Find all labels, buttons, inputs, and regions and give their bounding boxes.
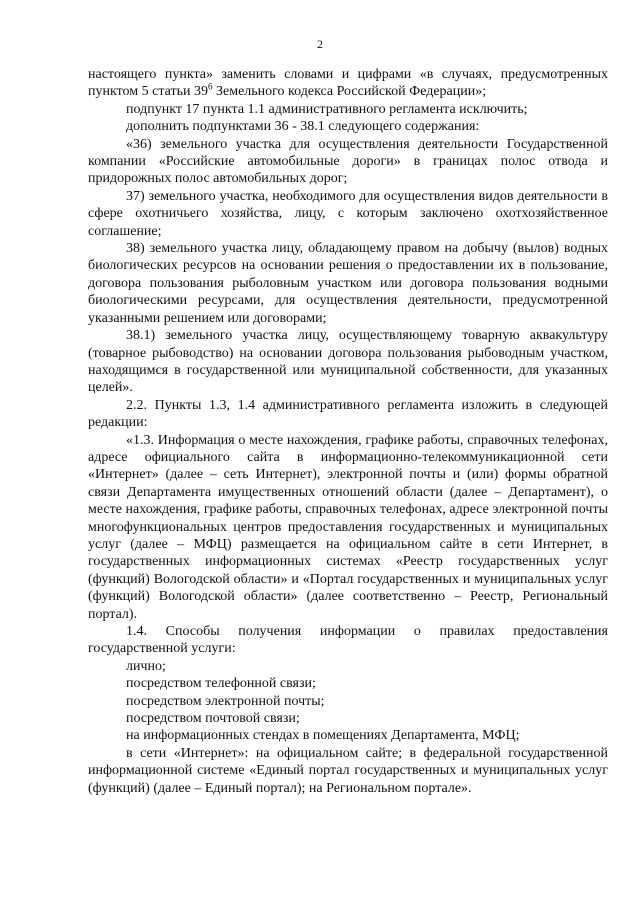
document-body: [88, 66, 608, 797]
paragraph-5: 37) земельного участка, необходимого для осуществления видов деятельности в сфере охотничьего хозяйства, лицу, с которым заключено охотхозяйственное соглашение;: [88, 188, 608, 239]
list-item: посредством телефонной связи;: [126, 676, 316, 692]
paragraph-1-tail: Земельного кодекса Российской Федерации»;: [212, 84, 487, 100]
paragraph-3: дополнить подпунктами 36 - 38.1 следующего содержания:: [126, 119, 480, 135]
paragraph-10: 1.4. Способы получения информации о правилах предоставления государственной услуги:: [88, 624, 608, 657]
superscript-6: 6: [207, 81, 213, 92]
paragraph-2: подпункт 17 пункта 1.1 административного регламента исключить;: [126, 101, 528, 117]
list-item: посредством почтовой связи;: [126, 711, 300, 727]
paragraph-7: 38.1) земельного участка лицу, осуществляющему товарную аквакультуру (товарное рыбоводство) на основании договора пользования рыбоводным участком, находящимся в государственной или муниципальной собственности, для указанных целей».: [88, 328, 608, 396]
page-number: 2: [317, 37, 323, 51]
paragraph-6: 38) земельного участка лицу, обладающему правом на добычу (вылов) водных биологических ресурсов на основании решения о предоставлении их в пользование, договора пользования рыболовным участком или договора пользования водными биологическими ресурсами, для осуществления деятельности, предусмотренной указанными решением или договорами;: [88, 241, 608, 326]
paragraph-8: 2.2. Пункты 1.3, 1.4 административного регламента изложить в следующей редакции:: [88, 397, 608, 431]
paragraph-1-text: настоящего пункта» заменить словами и цифрами «в случаях, предусмотренных пунктом 5 статьи 39: [88, 67, 608, 100]
list-item: лично;: [126, 658, 166, 674]
list-item: на информационных стендах в помещениях Департамента, МФЦ;: [126, 728, 520, 744]
paragraph-4: «36) земельного участка для осуществления деятельности Государственной компании «Российские автомобильные дороги» в границах полос отвода и придорожных полос автомобильных дорог;: [88, 136, 608, 187]
paragraph-16: в сети «Интернет»: на официальном сайте; в федеральной государственной информационной системе «Единый портал государственных и муниципальных услуг (функций) (далее – Единый портал); на Региональном портале».: [88, 745, 608, 796]
paragraph-9: «1.3. Информация о месте нахождения, графике работы, справочных телефонах, адресе официального сайта в информационно-телекоммуникационной сети «Интернет» (далее – сеть Интернет), электронной почты и (или) формы обратной связи Департамента имущественных отношений области (далее – Департамент), о месте нахождения, графике работы, справочных телефонах, адресе электронной почты многофункциональных центров предоставления государственных и муниципальных услуг (далее – МФЦ) размещается на официальном сайте в сети Интернет, в государственных информационных системах «Реестр государственных услуг (функций) Вологодской области» и «Портал государственных и муниципальных услуг (функций) Вологодской области» (далее соответственно – Реестр, Региональный портал).: [88, 432, 608, 622]
paragraph-1: [88, 66, 608, 101]
list-item: посредством электронной почты;: [126, 693, 325, 709]
